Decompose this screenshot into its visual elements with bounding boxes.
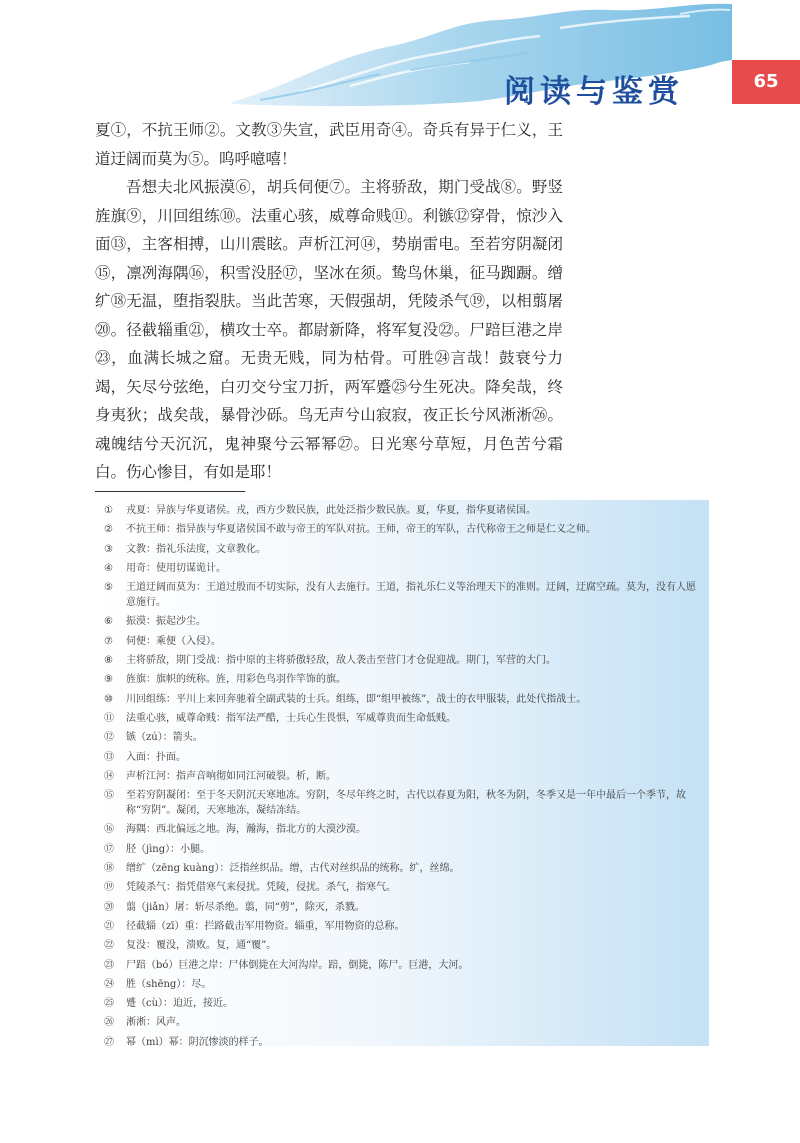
footnote-item [104, 614, 704, 629]
footnote-text: 凭陵杀气：指凭借寒气来侵扰。凭陵，侵扰。杀气，指寒气。 [126, 882, 396, 894]
footnote-item [104, 561, 704, 576]
footnote-number: ㉖ [104, 1017, 114, 1029]
footnote-item [104, 730, 704, 745]
footnote-number: ㉕ [104, 998, 114, 1010]
footnote-item [104, 900, 704, 915]
footnote-number: ㉔ [104, 978, 114, 990]
footnote-list [104, 503, 704, 1054]
footnote-number: ⑳ [104, 901, 114, 913]
page-header [0, 0, 800, 110]
section-title: 阅读与鉴赏 [504, 74, 684, 110]
footnote-number: ⑬ [104, 751, 114, 763]
footnote-item [104, 672, 704, 687]
footnote-item [104, 842, 704, 857]
footnote-number: ⑧ [104, 655, 113, 667]
footnote-number: ⑭ [104, 770, 114, 782]
footnote-text: 戎夏：异族与华夏诸侯。戎，西方少数民族，此处泛指少数民族。夏，华夏，指华夏诸侯国。 [126, 505, 536, 516]
footnote-number: ㉒ [104, 940, 114, 952]
footnote-text: 胫（jìng）：小腿。 [126, 843, 211, 855]
footnote-item [104, 522, 704, 537]
footnote-text: 径截辎（zī）重：拦路截击军用物资。辎重，军用物资的总称。 [126, 920, 405, 932]
footnote-number: ① [104, 505, 113, 516]
footnote-number: ⑪ [104, 712, 114, 724]
footnote-item [104, 958, 704, 973]
footnote-number: ⑩ [104, 693, 113, 705]
footnote-text: 镞（zú）：箭头。 [126, 732, 203, 744]
footnote-item [104, 880, 704, 895]
footnote-item [104, 769, 704, 784]
footnote-number: ⑦ [104, 635, 113, 647]
footnote-text: 不抗王师：指异族与华夏诸侯国不敢与帝王的军队对抗。王师，帝王的军队，古代称帝王之师是仁义之师。 [126, 524, 596, 536]
footnote-text: 幂（mì）幂：阴沉惨淡的样子。 [126, 1036, 269, 1048]
footnote-number: ㉑ [104, 920, 114, 932]
footnote-item [104, 1015, 704, 1030]
footnote-number: ⑰ [104, 843, 114, 855]
main-text [95, 116, 563, 487]
footnote-item [104, 822, 704, 837]
footnote-number: ⑯ [104, 824, 114, 836]
footnote-number: ③ [104, 543, 113, 555]
footnote-text: 淅淅：风声。 [126, 1017, 186, 1029]
footnote-item [104, 938, 704, 953]
footnote-number: ⑱ [104, 863, 114, 875]
footnote-text: 声析江河：指声音响彻如同江河破裂。析，断。 [126, 770, 336, 782]
footnote-number: ㉓ [104, 959, 114, 971]
footnote-item [104, 653, 704, 668]
footnote-item [104, 919, 704, 934]
footnote-item [104, 542, 704, 557]
footnote-text: 川回组练：平川上来回奔驰着全副武装的士兵。组练，即“组甲被练”，战士的衣甲服装，此处代指战士。 [126, 693, 587, 705]
footnote-item [104, 750, 704, 765]
footnote-number: ② [104, 524, 113, 536]
footnote-text: 用奇：使用切谋诡计。 [126, 562, 226, 574]
footnote-text: 蹙（cù）：迫近，接近。 [126, 998, 234, 1010]
footnote-text: 翦（jiǎn）屠：斩尽杀绝。翦，同“剪”，除灭，杀戮。 [126, 901, 365, 913]
footnote-item [104, 788, 704, 818]
footnote-item [104, 634, 704, 649]
footnote-text: 振漠：振起沙尘。 [126, 616, 206, 628]
footnote-number: ⑫ [104, 732, 114, 744]
footnote-text: 王道迂阔而莫为：王道过殷而不切实际，没有人去施行。王道，指礼乐仁义等治理天下的准则。迂阔，迂腐空疏。莫为，没有人愿意施行。 [126, 582, 696, 609]
footnote-text: 入面：扑面。 [126, 751, 186, 763]
footnote-item [104, 1035, 704, 1050]
footnote-text: 尸踣（bó）巨港之岸：尸体倒毙在大河沟岸。踣，倒毙，陈尸。巨港，大河。 [126, 959, 469, 971]
footnote-item [104, 996, 704, 1011]
footnote-item [104, 692, 704, 707]
body-paragraph: 夏①，不抗王师②。文教③失宣，武臣用奇④。奇兵有异于仁义，王道迂阔而莫为⑤。呜呼噫嘻！ [95, 121, 563, 168]
footnote-number: ⑲ [104, 882, 114, 894]
footnote-item [104, 503, 704, 518]
footnote-separator [95, 491, 245, 492]
footnote-number: ㉗ [104, 1036, 114, 1048]
footnote-text: 胜（shēng）：尽。 [126, 978, 212, 990]
footnote-number: ⑥ [104, 616, 113, 628]
footnote-text: 主将骄敌，期门受战：指中原的主将骄傲轻敌，敌人袭击至营门才仓促迎战。期门，军营的大门。 [126, 655, 556, 667]
footnote-text: 复没：覆没，溃败。复，通“覆”。 [126, 940, 277, 952]
footnote-text: 海隅：西北偏远之地。海，瀚海，指北方的大漠沙漠。 [126, 824, 366, 836]
footnote-number: ⑮ [104, 790, 114, 802]
footnote-item [104, 861, 704, 876]
footnote-item [104, 977, 704, 992]
footnote-number: ⑤ [104, 582, 113, 594]
page-number-badge: 65 [732, 60, 800, 104]
footnote-item [104, 580, 704, 610]
footnote-text: 缯纩（zēng kuàng）：泛指丝织品。缯，古代对丝织品的统称。纩，丝绵。 [126, 863, 460, 875]
footnote-item [104, 711, 704, 726]
footnote-text: 法重心骇，威尊命贱：指军法严酷，士兵心生畏惧，军威尊贵而生命低贱。 [126, 712, 456, 724]
footnote-number: ⑨ [104, 674, 113, 686]
footnote-text: 伺便：乘便（入侵）。 [126, 635, 221, 647]
footnote-text: 文教：指礼乐法度，文章教化。 [126, 543, 266, 555]
footnote-number: ④ [104, 562, 113, 574]
footnote-text: 至若穷阴凝闭：至于冬天阴沉天寒地冻。穷阴，冬尽年终之时，古代以春夏为阳，秋冬为阴，冬季又是一年中最后一个季节，故称“穷阴”。凝闭，天寒地冻，凝结冻结。 [126, 790, 686, 817]
footnote-text: 旌旗：旗帜的统称。旌，用彩色鸟羽作竿饰的旗。 [126, 674, 346, 686]
body-paragraph: 吾想夫北风振漠⑥，胡兵伺便⑦。主将骄敌，期门受战⑧。野竖旌旗⑨，川回组练⑩。法重心骇，威尊命贱⑪。利镞⑫穿骨，惊沙入面⑬，主客相搏，山川震眩。声析江河⑭，势崩雷电。至若穷阴凝闭⑮，凛冽海隅⑯，积雪没胫⑰，坚冰在须。鸷鸟休巢，征马踟蹰。缯纩⑱无温，堕指裂肤。当此苦寒，天假强胡，凭陵杀气⑲，以相翦屠⑳。径截辎重㉑，横攻士卒。都尉新降，将军复没㉒。尸踣巨港之岸㉓，血满长城之窟。无贵无贱，同为枯骨。可胜㉔言哉！鼓衰兮力竭，矢尽兮弦绝，白刃交兮宝刀折，两军蹙㉕兮生死决。降矣哉，终身夷狄；战矣哉，暴骨沙砾。鸟无声兮山寂寂，夜正长兮风淅淅㉖。魂魄结兮天沉沉，鬼神聚兮云幂幂㉗。日光寒兮草短，月色苦兮霜白。伤心惨目，有如是耶！ [95, 178, 563, 481]
